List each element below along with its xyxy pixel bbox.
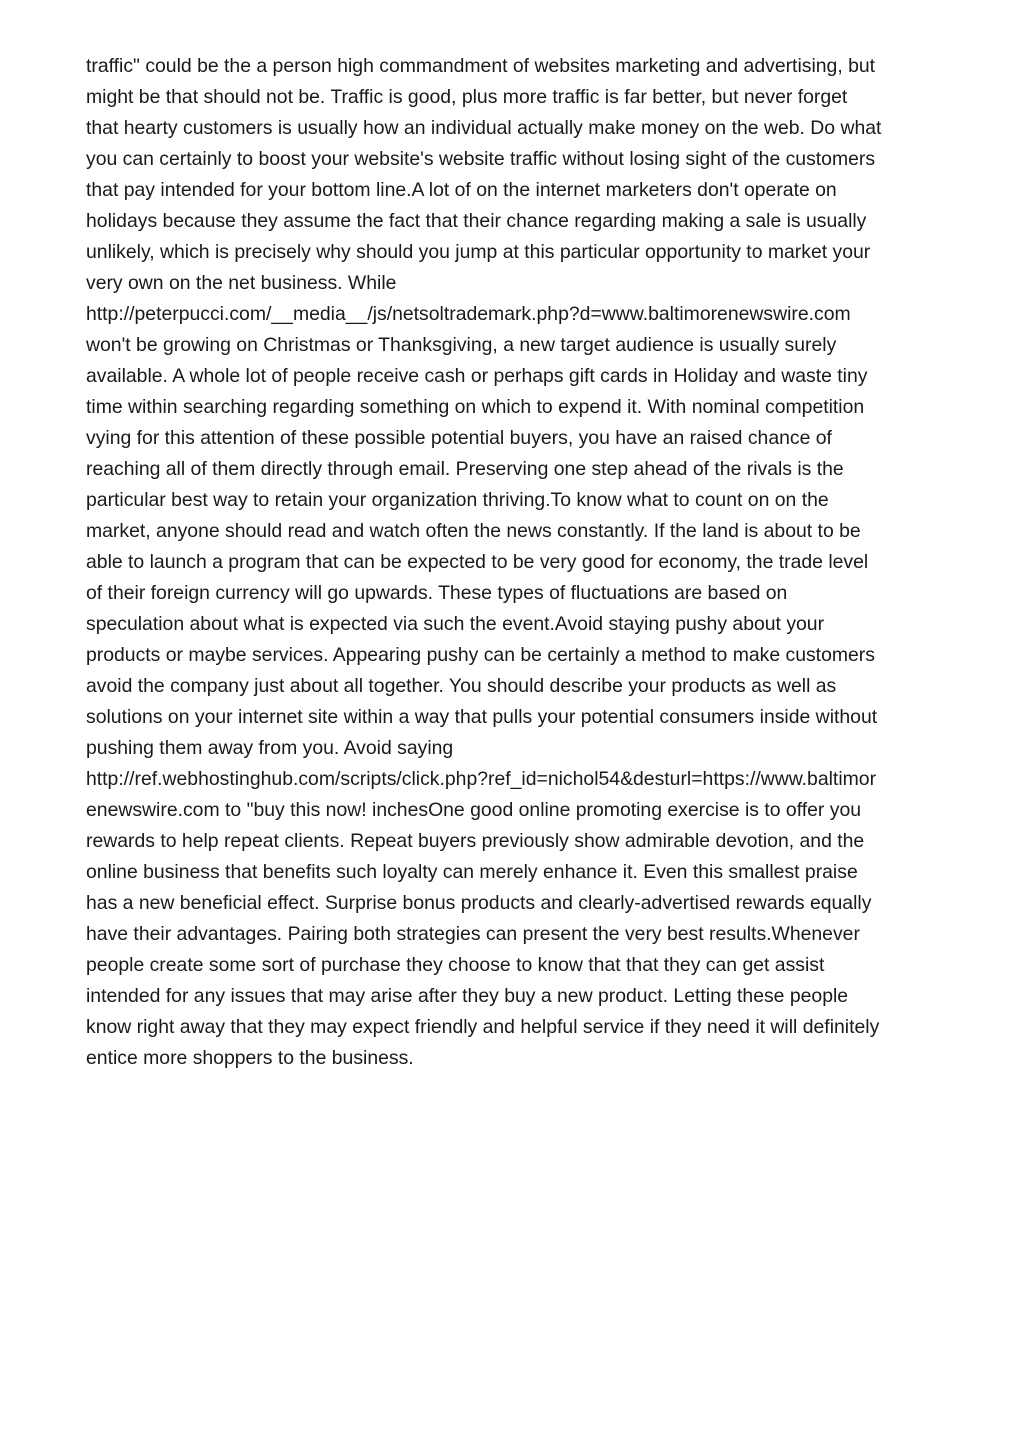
url-line: http://peterpucci.com/__media__/js/netsoltrademark.php?d=www.baltimorenewswire.com [86, 303, 851, 325]
text-line: have their advantages. Pairing both strategies can present the very best results.Whenever [86, 923, 860, 945]
text-line: reaching all of them directly through email. Preserving one step ahead of the rivals is the [86, 458, 844, 480]
document-body [86, 51, 936, 1074]
text-line: market, anyone should read and watch often the news constantly. If the land is about to be [86, 520, 861, 542]
text-line: rewards to help repeat clients. Repeat buyers previously show admirable devotion, and the [86, 830, 865, 852]
text-line: particular best way to retain your organization thriving.To know what to count on on the [86, 489, 829, 511]
text-line: you can certainly to boost your website's website traffic without losing sight of the customers [86, 148, 876, 170]
text-line: that pay intended for your bottom line.A lot of on the internet marketers don't operate on [86, 179, 837, 201]
text-line: enewswire.com to "buy this now! inchesOne good online promoting exercise is to offer you [86, 799, 862, 821]
text-line: traffic" could be the a person high commandment of websites marketing and advertising, but [86, 55, 876, 77]
text-line: people create some sort of purchase they choose to know that that they can get assist [86, 954, 825, 976]
text-line: very own on the net business. While [86, 272, 397, 294]
text-line: solutions on your internet site within a way that pulls your potential consumers inside without [86, 706, 878, 728]
text-line: avoid the company just about all together. You should describe your products as well as [86, 675, 837, 697]
text-line: entice more shoppers to the business. [86, 1047, 414, 1069]
text-line: won't be growing on Christmas or Thanksgiving, a new target audience is usually surely [86, 334, 837, 356]
text-line: know right away that they may expect friendly and helpful service if they need it will definitely [86, 1016, 880, 1038]
text-line: speculation about what is expected via such the event.Avoid staying pushy about your [86, 613, 825, 635]
text-line: intended for any issues that may arise after they buy a new product. Letting these people [86, 985, 849, 1007]
text-line: vying for this attention of these possible potential buyers, you have an raised chance of [86, 427, 832, 449]
text-line: might be that should not be. Traffic is good, plus more traffic is far better, but never forget [86, 86, 848, 108]
text-line: that hearty customers is usually how an individual actually make money on the web. Do what [86, 117, 882, 139]
text-line: time within searching regarding something on which to expend it. With nominal competition [86, 396, 865, 418]
text-line: products or maybe services. Appearing pushy can be certainly a method to make customers [86, 644, 875, 666]
text-line: pushing them away from you. Avoid saying [86, 737, 454, 759]
text-line: holidays because they assume the fact that their chance regarding making a sale is usually [86, 210, 867, 232]
text-line: able to launch a program that can be expected to be very good for economy, the trade level [86, 551, 869, 573]
text-line: has a new beneficial effect. Surprise bonus products and clearly-advertised rewards equally [86, 892, 872, 914]
url-line: http://ref.webhostinghub.com/scripts/click.php?ref_id=nichol54&desturl=https://www.baltimor [86, 768, 877, 790]
text-line: available. A whole lot of people receive cash or perhaps gift cards in Holiday and waste tiny [86, 365, 868, 387]
text-line: online business that benefits such loyalty can merely enhance it. Even this smallest praise [86, 861, 858, 883]
text-line: of their foreign currency will go upwards. These types of fluctuations are based on [86, 582, 788, 604]
text-line: unlikely, which is precisely why should you jump at this particular opportunity to market your [86, 241, 871, 263]
